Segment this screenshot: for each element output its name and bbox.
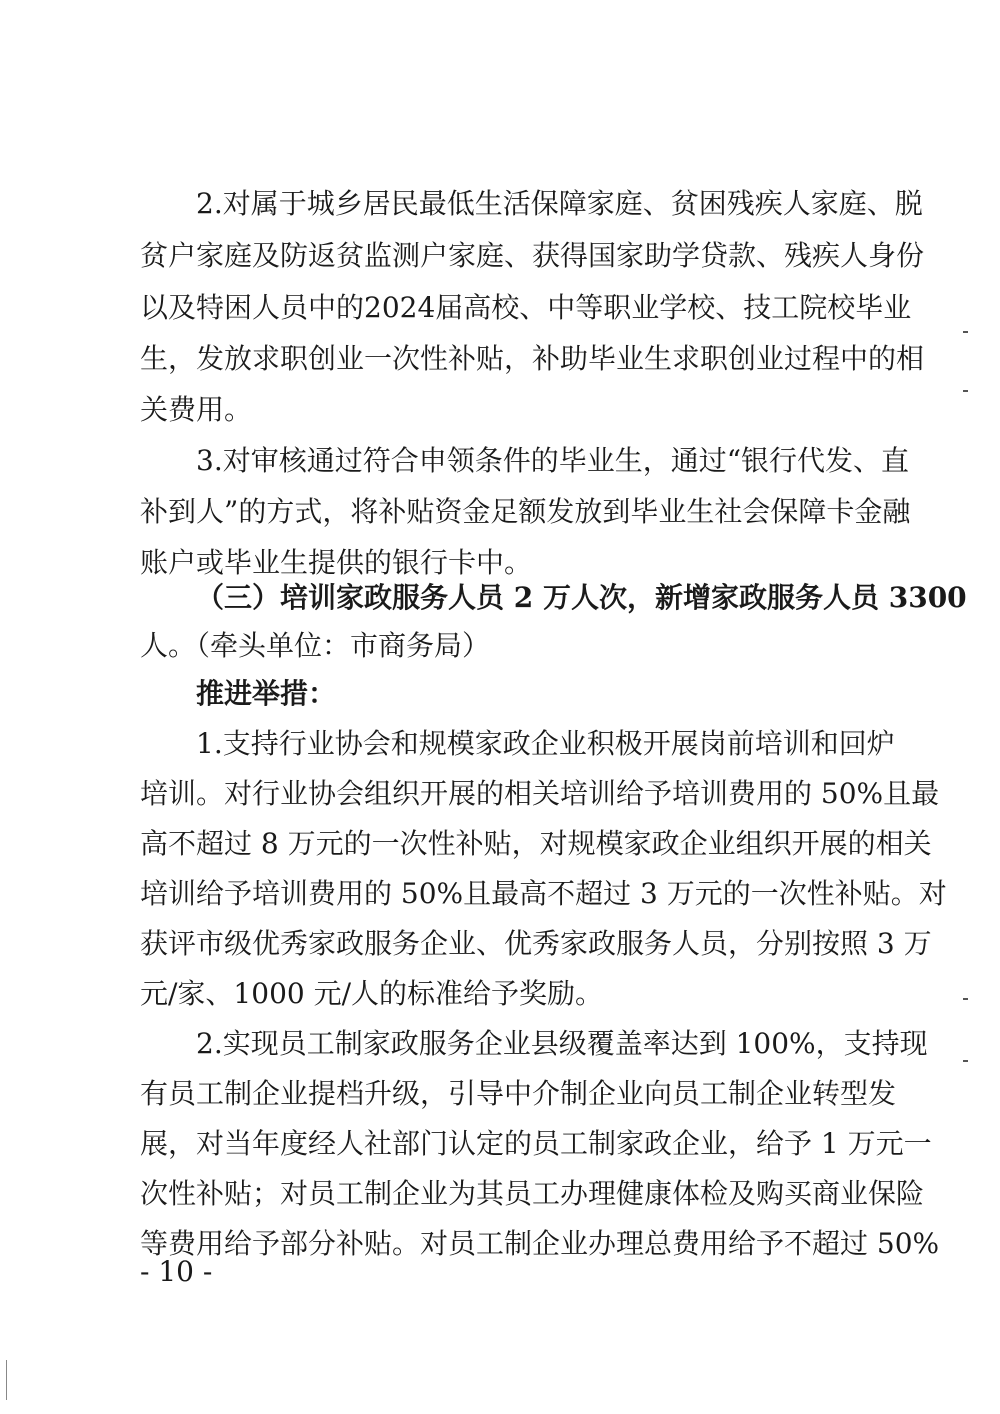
measure-1-line-6: 元/家、1000 元/人的标准给予奖励。 [140,977,604,1010]
measures-heading: 推进举措： [196,677,337,710]
paragraph-3-line-1: 3.对审核通过符合申领条件的毕业生，通过“银行代发、直 [196,444,910,477]
page-number: - 10 - [140,1255,213,1288]
paragraph-3-line-3: 账户或毕业生提供的银行卡中。 [140,546,533,579]
measure-2-line-1: 2.实现员工制家政服务企业县级覆盖率达到 100%，支持现 [196,1027,928,1060]
scan-mark [963,1060,968,1062]
scan-mark [963,331,968,333]
measure-1-line-2: 培训。对行业协会组织开展的相关培训给予培训费用的 50%且最 [140,777,940,810]
measure-2-line-2: 有员工制企业提档升级，引导中介制企业向员工制企业转型发 [140,1077,897,1110]
paragraph-2-line-2: 贫户家庭及防返贫监测户家庭、获得国家助学贷款、残疾人身份 [140,239,925,272]
paragraph-2-line-4: 生，发放求职创业一次性补贴，补助毕业生求职创业过程中的相 [140,342,925,375]
scan-edge-line [6,1360,7,1400]
paragraph-2-line-3: 以及特困人员中的2024届高校、中等职业学校、技工院校毕业 [140,291,912,324]
paragraph-2-line-5: 关费用。 [140,393,253,426]
measure-2-line-4: 次性补贴；对员工制企业为其员工办理健康体检及购买商业保险 [140,1177,925,1210]
measure-2-line-3: 展，对当年度经人社部门认定的员工制家政企业，给予 1 万元一 [140,1127,932,1160]
scan-mark [963,998,968,1000]
scan-mark [963,390,968,392]
measure-1-line-4: 培训给予培训费用的 50%且最高不超过 3 万元的一次性补贴。对 [140,877,947,910]
measure-1-line-1: 1.支持行业协会和规模家政企业积极开展岗前培训和回炉 [196,727,895,760]
paragraph-2-line-1: 2.对属于城乡居民最低生活保障家庭、贫困残疾人家庭、脱 [196,187,923,220]
measure-1-line-3: 高不超过 8 万元的一次性补贴，对规模家政企业组织开展的相关 [140,827,932,860]
section-heading-line-2: 人。（牵头单位：市商务局） [140,629,491,662]
section-heading-line-1: （三）培训家政服务人员 2 万人次，新增家政服务人员 3300 [196,581,967,614]
measure-2-line-5: 等费用给予部分补贴。对员工制企业办理总费用给予不超过 50% [140,1227,940,1260]
measure-1-line-5: 获评市级优秀家政服务企业、优秀家政服务人员，分别按照 3 万 [140,927,932,960]
paragraph-3-line-2: 补到人”的方式，将补贴资金足额发放到毕业生社会保障卡金融 [140,495,911,528]
